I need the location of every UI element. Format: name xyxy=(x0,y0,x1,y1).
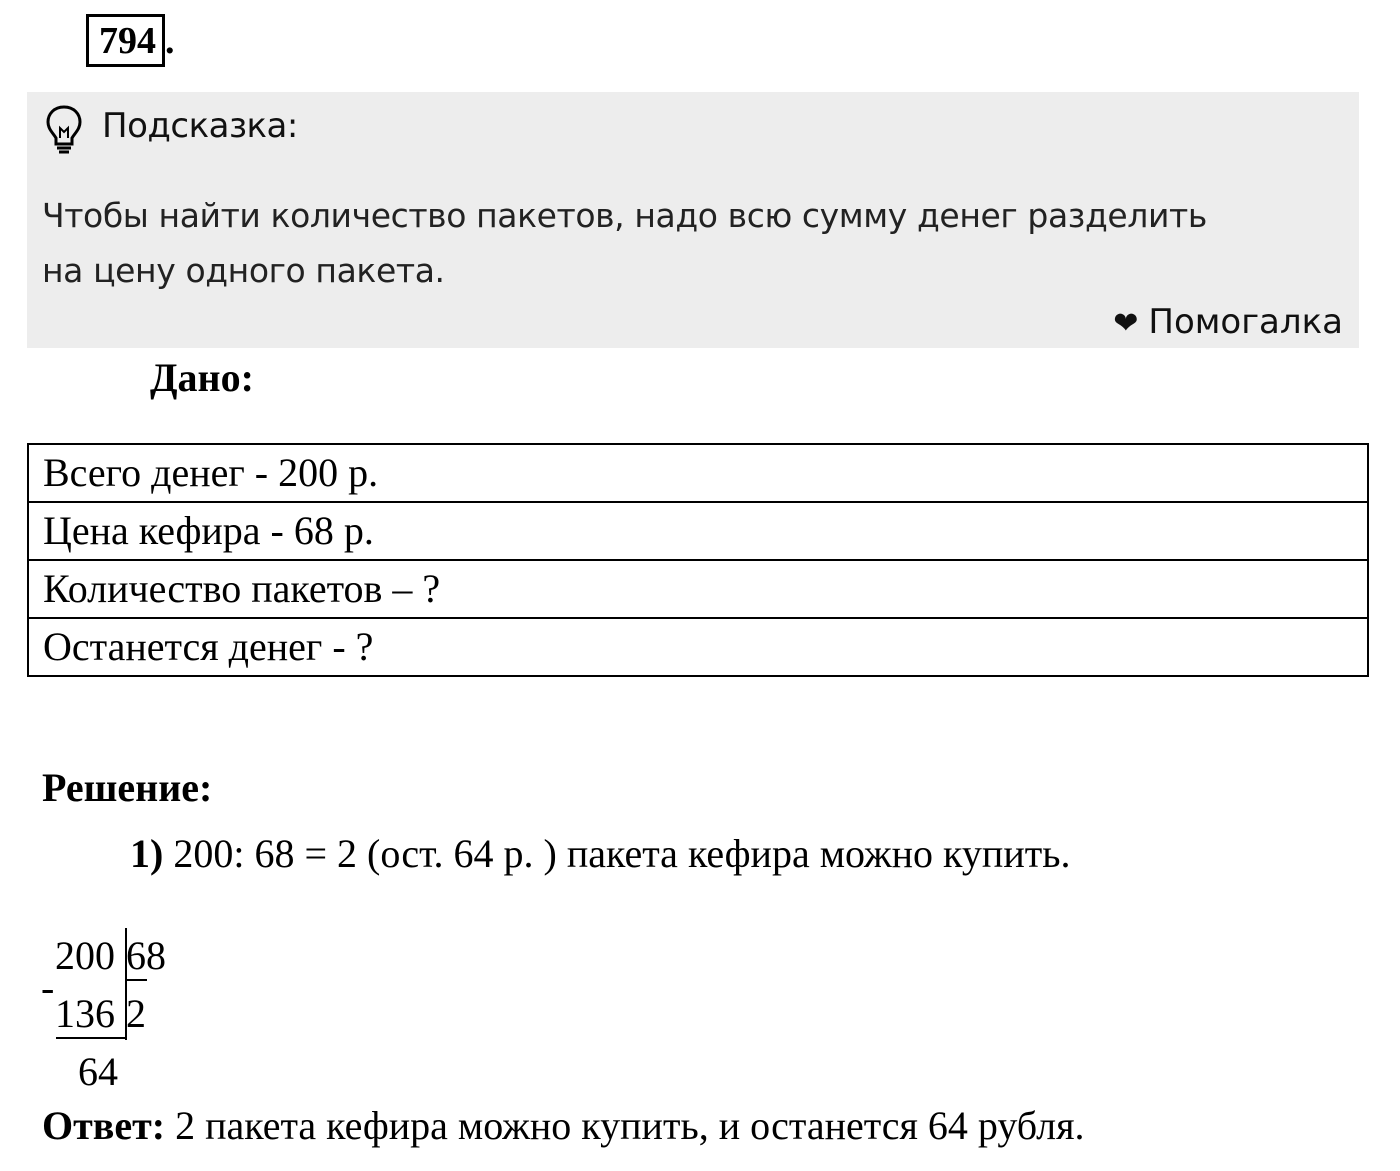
hint-text xyxy=(42,188,1342,298)
step-text: 200: 68 = 2 (ост. 64 р. ) пакета кефира можно купить. xyxy=(173,831,1071,876)
quotient: 2 xyxy=(126,991,146,1036)
task-number-value: 794 xyxy=(99,20,156,62)
given-row-kefir-price: Цена кефира - 68 р. xyxy=(28,502,1368,560)
subtrahend: 136 xyxy=(55,991,115,1036)
given-row-money-left: Останется денег - ? xyxy=(28,618,1368,676)
table-row xyxy=(28,560,1368,618)
division-bar-horizontal xyxy=(125,979,147,981)
hint-text-line-1: Чтобы найти количество пакетов, надо всю сумму денег разделить xyxy=(42,196,1207,235)
answer-label: Ответ: xyxy=(42,1103,166,1148)
hint-panel xyxy=(27,92,1359,348)
subtraction-line xyxy=(56,1037,125,1039)
table-row xyxy=(28,444,1368,502)
answer xyxy=(42,1102,1085,1149)
brand-name: Помогалка xyxy=(1148,302,1343,342)
answer-text: 2 пакета кефира можно купить, и останется 64 рубля. xyxy=(165,1103,1085,1148)
hint-title: Подсказка: xyxy=(102,106,298,146)
given-row-package-count: Количество пакетов – ? xyxy=(28,560,1368,618)
lightbulb-icon xyxy=(45,104,83,156)
hint-text-line-2: на цену одного пакета. xyxy=(42,251,445,290)
solution-heading: Решение: xyxy=(42,765,213,810)
table-row xyxy=(28,618,1368,676)
task-number-suffix: . xyxy=(165,20,175,62)
remainder: 64 xyxy=(78,1049,118,1094)
given-row-total-money: Всего денег - 200 р. xyxy=(28,444,1368,502)
solution-step-1 xyxy=(130,830,1070,877)
brand-label xyxy=(1113,302,1343,342)
table-row xyxy=(28,502,1368,560)
given-heading: Дано: xyxy=(150,355,254,400)
task-number xyxy=(86,14,175,67)
division-bar-vertical xyxy=(125,928,127,1040)
divisor: 68 xyxy=(126,933,166,978)
step-number: 1) xyxy=(130,831,164,876)
given-table xyxy=(27,443,1369,677)
heart-icon: ❤ xyxy=(1113,306,1139,341)
dividend: 200 xyxy=(55,933,115,978)
long-division xyxy=(40,928,220,1094)
minus-sign: - xyxy=(41,965,55,1010)
